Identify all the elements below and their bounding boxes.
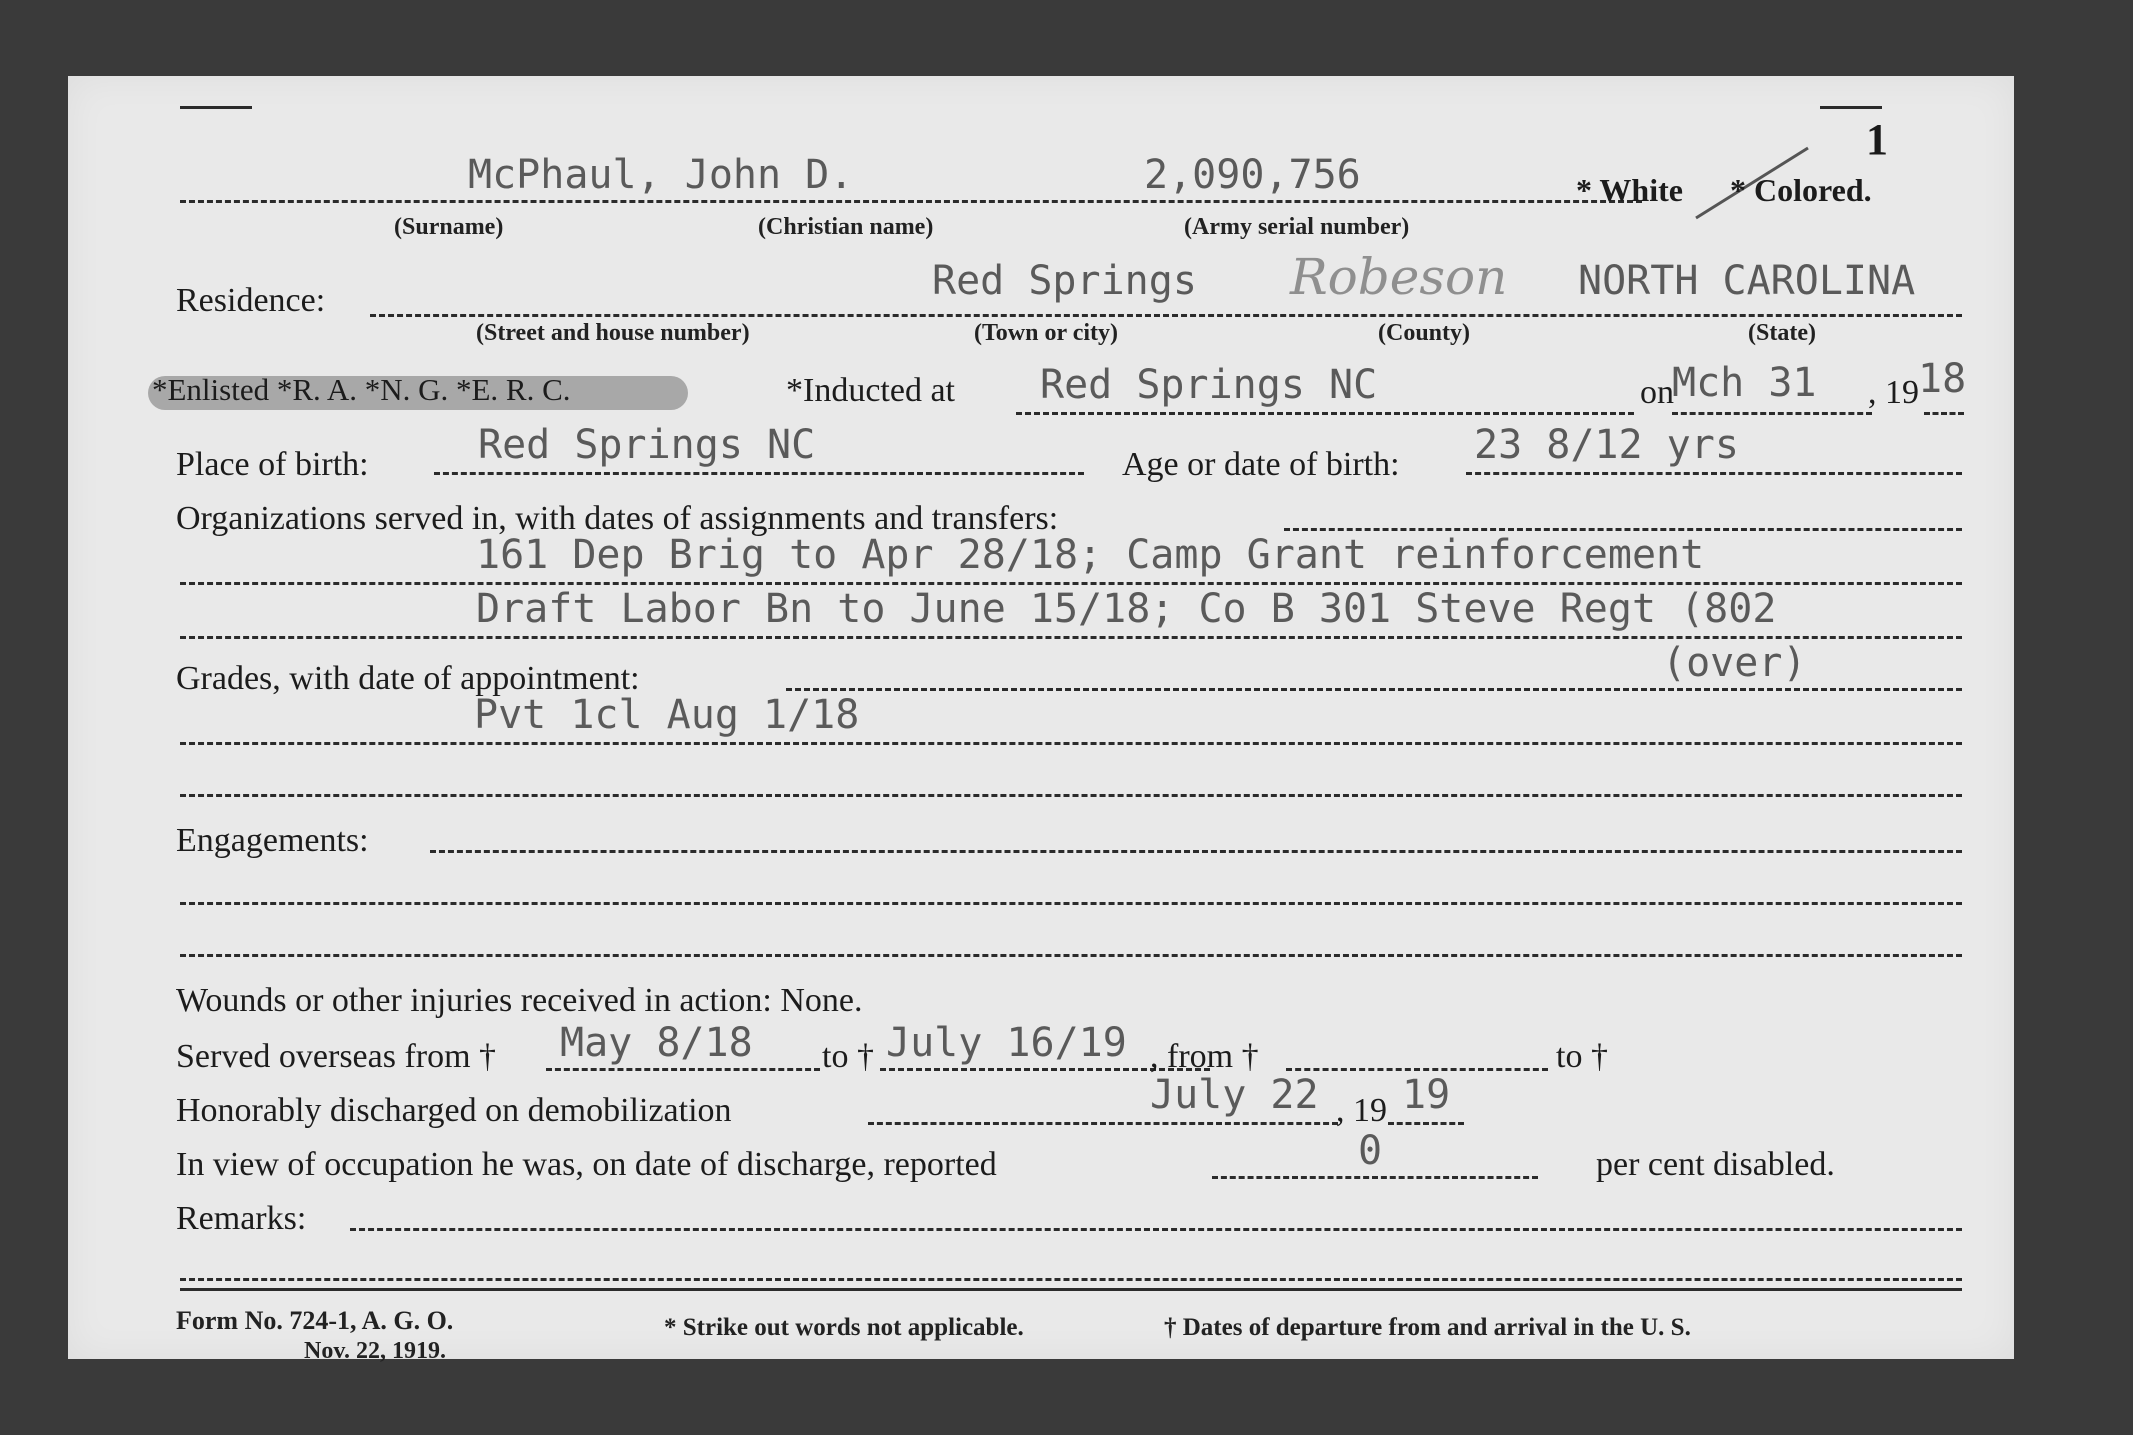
organizations-line-2 xyxy=(180,636,1962,639)
disability-suffix: per cent disabled. xyxy=(1596,1146,1835,1183)
top-right-mark xyxy=(1820,106,1882,109)
overseas-from-label-2: , from † xyxy=(1150,1038,1259,1075)
induction-year-line xyxy=(1924,412,1964,415)
organizations-label: Organizations served in, with dates of assignments and transfers: xyxy=(176,500,1059,537)
inducted-label: *Inducted at xyxy=(786,372,955,409)
top-left-mark xyxy=(180,106,252,109)
form-number: Form No. 724-1, A. G. O. xyxy=(176,1306,454,1335)
name-line xyxy=(180,200,1642,203)
overseas-to-label-2: to † xyxy=(1556,1038,1608,1075)
enlisted-options: *Enlisted *R. A. *N. G. *E. R. C. xyxy=(152,372,571,407)
induction-year: 18 xyxy=(1918,356,1967,402)
place-of-birth-label: Place of birth: xyxy=(176,446,369,483)
remarks-line-0 xyxy=(350,1228,1962,1231)
induction-date: Mch 31 xyxy=(1672,360,1817,406)
disability-value: 0 xyxy=(1358,1128,1383,1174)
race-colored: * Colored. xyxy=(1730,172,1872,208)
grades-line-1 xyxy=(180,742,1962,745)
discharge-year-prefix: , 19 xyxy=(1336,1092,1387,1129)
age-label: Age or date of birth: xyxy=(1122,446,1400,483)
residence-state: NORTH CAROLINA xyxy=(1578,258,1916,304)
discharge-date: July 22 xyxy=(1150,1072,1319,1118)
residence-line xyxy=(370,314,1962,317)
army-serial-number: 2,090,756 xyxy=(1144,152,1361,198)
overseas-departure-date: May 8/18 xyxy=(560,1020,753,1066)
race-white-struck: * White xyxy=(1576,172,1683,208)
engagements-label: Engagements: xyxy=(176,822,369,859)
discharge-label: Honorably discharged on demobilization xyxy=(176,1092,732,1129)
discharge-year-line xyxy=(1388,1122,1464,1125)
caption-town: (Town or city) xyxy=(974,320,1118,346)
place-of-birth-line xyxy=(434,472,1084,475)
caption-christian-name: (Christian name) xyxy=(758,214,934,240)
age-value: 23 8/12 yrs xyxy=(1474,422,1739,468)
footer-rule xyxy=(180,1288,1962,1291)
discharge-year: 19 xyxy=(1402,1072,1451,1118)
place-of-birth-value: Red Springs NC xyxy=(478,422,816,468)
residence-county: Robeson xyxy=(1290,248,1508,306)
organizations-entry-2: Draft Labor Bn to June 15/18; Co B 301 Steve Regt (802 xyxy=(476,586,1777,632)
disability-line xyxy=(1212,1176,1538,1179)
caption-surname: (Surname) xyxy=(394,214,504,240)
overseas-to-label: to † xyxy=(822,1038,874,1075)
footnote-strike: * Strike out words not applicable. xyxy=(664,1314,1024,1341)
caption-county: (County) xyxy=(1378,320,1471,346)
on-label: on xyxy=(1640,374,1674,411)
wounds-label: Wounds or other injuries received in action: None. xyxy=(176,982,863,1019)
service-record-card xyxy=(68,76,2014,1364)
form-date: Nov. 22, 1919. xyxy=(304,1338,447,1364)
caption-street: (Street and house number) xyxy=(476,320,750,346)
footnote-dates: † Dates of departure from and arrival in the U. S. xyxy=(1164,1314,1691,1341)
organizations-line-0 xyxy=(1284,528,1962,531)
card-number: 1 xyxy=(1866,115,1888,164)
grades-entry-1: Pvt 1cl Aug 1/18 xyxy=(474,692,860,738)
overseas-arrival-date: July 16/19 xyxy=(886,1020,1127,1066)
organizations-over: (over) xyxy=(1662,640,1807,686)
age-line xyxy=(1466,472,1962,475)
inducted-place: Red Springs NC xyxy=(1040,362,1378,408)
remarks-line-1 xyxy=(180,1278,1962,1281)
soldier-name: McPhaul, John D. xyxy=(468,152,854,198)
residence-label: Residence: xyxy=(176,282,326,319)
induction-year-prefix: , 19 xyxy=(1868,374,1919,411)
inducted-line xyxy=(1016,412,1634,415)
residence-town: Red Springs xyxy=(932,258,1197,304)
overseas-departure-line xyxy=(546,1068,820,1071)
engagements-line-0 xyxy=(430,850,1962,853)
grades-line-2 xyxy=(180,794,1962,797)
caption-state: (State) xyxy=(1748,320,1816,346)
organizations-entry-1: 161 Dep Brig to Apr 28/18; Camp Grant reinforcement xyxy=(476,532,1705,578)
overseas-label: Served overseas from † xyxy=(176,1038,497,1075)
remarks-label: Remarks: xyxy=(176,1200,307,1237)
induction-date-line xyxy=(1672,412,1872,415)
disability-label: In view of occupation he was, on date of discharge, reported xyxy=(176,1146,997,1183)
overseas-second-departure-line xyxy=(1286,1068,1548,1071)
organizations-line-1 xyxy=(180,582,1962,585)
grades-line-0 xyxy=(786,688,1962,691)
discharge-date-line xyxy=(868,1122,1338,1125)
grades-label: Grades, with date of appointment: xyxy=(176,660,640,697)
engagements-line-1 xyxy=(180,902,1962,905)
caption-army-serial: (Army serial number) xyxy=(1184,214,1410,240)
engagements-line-2 xyxy=(180,954,1962,957)
